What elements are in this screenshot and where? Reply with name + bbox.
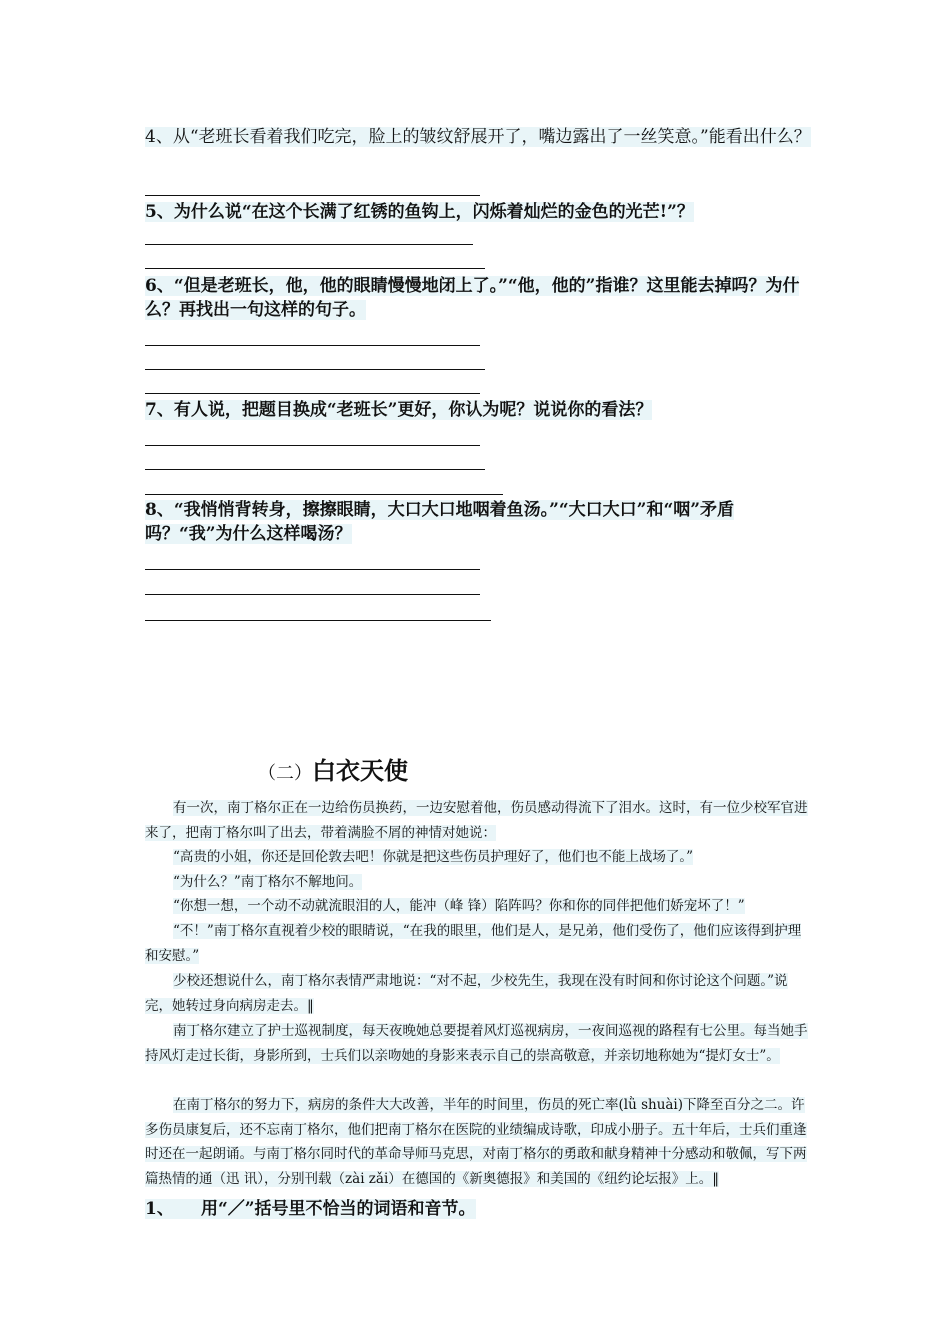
question-5-text: 5、为什么说“在这个长满了红锈的鱼钩上，闪烁着灿烂的金色的光芒!”？ [145, 202, 694, 222]
passage-paragraph: “你想一想，一个动不动就流眼泪的人，能冲（峰 锋）陷阵吗？你和你的同伴把他们娇宠坏了！” [173, 898, 745, 914]
passage-paragraph: 少校还想说什么，南丁格尔表情严肃地说：“对不起，少校先生，我现在没有时间和你讨论这个问题。”说完，她转过身向病房走去。‖ [145, 973, 788, 1014]
question-8 [145, 498, 815, 546]
question-8-text: 8、“我悄悄背转身，擦擦眼睛，大口大口地咽着鱼汤。”“大口大口”和“咽”矛盾吗？“我”为什么这样喝汤？ [145, 500, 734, 544]
answer-line[interactable] [145, 469, 485, 470]
answer-line[interactable] [145, 445, 480, 446]
section-title [258, 756, 408, 789]
passage-paragraph: “高贵的小姐，你还是回伦敦去吧！你就是把这些伤员护理好了，他们也不能上战场了。” [173, 849, 694, 865]
answer-line[interactable] [145, 494, 503, 495]
answer-line[interactable] [145, 569, 480, 570]
passage-paragraph: “为什么？”南丁格尔不解地问。 [173, 874, 363, 890]
section-prefix: （二） [258, 763, 312, 784]
section-title-text: 白衣天使 [312, 756, 408, 785]
passage-paragraph: 在南丁格尔的努力下，病房的条件大大改善，半年的时间里，伤员的死亡率(lǜ shuài)下降至百分之二。许多伤员康复后，还不忘南丁格尔，他们把南丁格尔在医院的业绩编成诗歌，印成小册子。五十年后，士兵们重逢时还在一起朗诵。与南丁格尔同时代的革命导师马克思，对南丁格尔的勇敢和献身精神十分感动和敬佩，写下两篇热情的通（迅 讯），分别刊载（zài zǎi）在德国的《新奥德报》和美国的《纽约论坛报》上。‖ [145, 1097, 807, 1187]
answer-line[interactable] [145, 195, 480, 196]
question-6 [145, 274, 815, 322]
question-5 [145, 200, 815, 224]
question-4 [145, 125, 815, 149]
answer-line[interactable] [145, 244, 473, 245]
question-4-text: 4、从“老班长看着我们吃完，脸上的皱纹舒展开了，嘴边露出了一丝笑意。”能看出什么？ [145, 127, 811, 147]
answer-line[interactable] [145, 369, 485, 370]
answer-line[interactable] [145, 345, 480, 346]
answer-line[interactable] [145, 620, 491, 621]
question-7 [145, 398, 815, 422]
passage-paragraph: 南丁格尔建立了护士巡视制度，每天夜晚她总要提着风灯巡视病房，一夜间巡视的路程有七公里。每当她手持风灯走过长街，身影所到，士兵们以亲吻她的身影来表示自己的崇高敬意，并亲切地称她为“提灯女士”。 [145, 1023, 808, 1064]
answer-line[interactable] [145, 268, 485, 269]
answer-line[interactable] [145, 393, 480, 394]
answer-line[interactable] [145, 594, 480, 595]
exercise-1 [145, 1197, 476, 1221]
exercise-text: 用“／”括号里不恰当的词语和音节。 [201, 1199, 476, 1219]
exercise-number: 1、 [145, 1199, 174, 1219]
question-6-text: 6、“但是老班长，他，他的眼睛慢慢地闭上了。”“他，他的”指谁？这里能去掉吗？为什么？再找出一句这样的句子。 [145, 276, 800, 320]
passage-paragraph: “不！”南丁格尔直视着少校的眼睛说，“在我的眼里，他们是人，是兄弟，他们受伤了，他们应该得到护理和安慰。” [145, 923, 802, 964]
passage-paragraph: 有一次，南丁格尔正在一边给伤员换药，一边安慰着他，伤员感动得流下了泪水。这时，有一位少校军官进来了，把南丁格尔叫了出去，带着满脸不屑的神情对她说： [145, 800, 808, 841]
question-7-text: 7、有人说，把题目换成“老班长”更好，你认为呢？说说你的看法？ [145, 400, 653, 420]
